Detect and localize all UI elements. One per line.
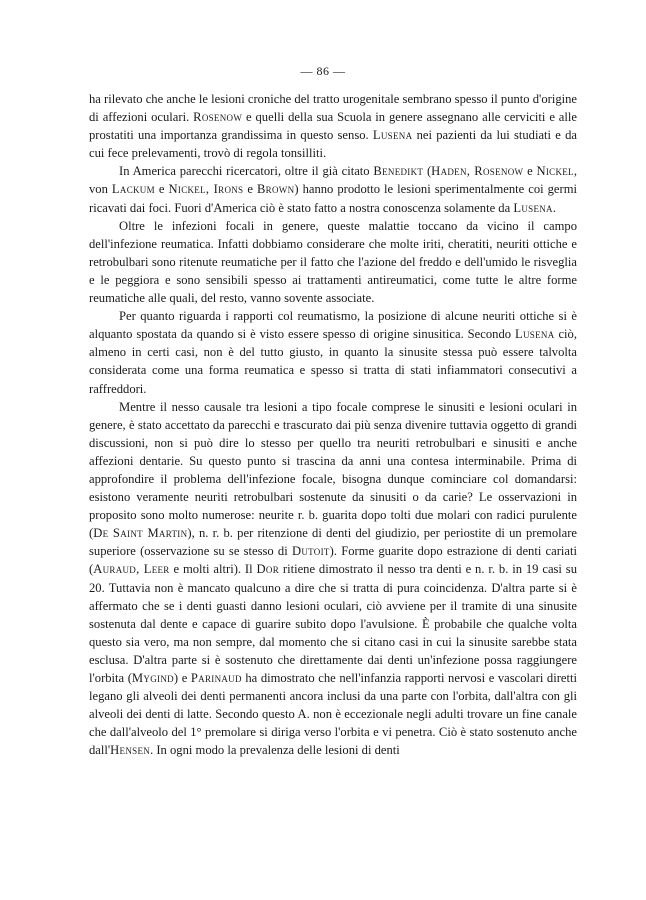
author-name: Rosenow: [193, 110, 243, 125]
author-name: Hensen: [110, 743, 151, 758]
author-name: Lusena: [515, 327, 555, 342]
text-run: ) e: [173, 671, 191, 685]
text-run: ), n. r. b. per ritenzione di denti del giudizio, per periostite di un premolare superiore (osservazione su se stesso di: [89, 526, 577, 559]
text-run: .: [552, 200, 557, 215]
text-run: , von: [89, 164, 578, 197]
text-run: Oltre le infezioni focali in genere, queste malattie toccano da vicino il campo dell'infezione reumatica. Infatti dobbiamo considerare che molte iriti, cheratiti, neuriti ottiche e retrobulbari sono ritenute reumatiche per il fatto che l'azione del freddo e dell'umido le risveglia e le peggiora e sono sensibili spesso ai trattamenti antireumatici, come tutte le altre forme reumatiche alle quali, del resto, vanno sovente associate.: [89, 218, 577, 306]
text-run: e: [243, 182, 257, 197]
text-run: ha rilevato che anche le lesioni croniche del tratto urogenitale sembrano spesso il punto d'origine di affezioni oculari.: [89, 92, 577, 125]
text-run: nei pazienti da lui studiati e da cui fece prelevamenti, trovò di regola tonsilliti.: [89, 128, 577, 161]
author-name: Brown: [256, 182, 295, 197]
paragraph-4: [89, 307, 577, 397]
author-name: Lusena: [513, 200, 553, 215]
text-run: . In ogni modo la prevalenza delle lesioni di denti: [150, 743, 400, 758]
paragraph-1: [89, 90, 577, 162]
text-run: ritiene dimostrato il nesso tra denti e n. r. b. in 19 casi su 20. Tuttavia non è mancato qualcuno a dire che si tratta di pura coincidenza. D'altra parte si è affermato che se i denti guasti danno lesioni oculari, ciò avviene per il tramite di una sinusite sostenuta dal dente e capace di guarire subito dopo l'avulsione. È probabile che qualche volta questo sia vero, ma non sempre, dal momento che si citano casi in cui la sinusite sarebbe stata esclusa. D'altra parte si è sostenuto che direttamente dai denti un'infezione possa raggiungere l'orbita (: [89, 562, 578, 685]
author-name: Nickel, Irons: [168, 182, 244, 197]
page-number: — 86 —: [300, 64, 346, 78]
author-name: Benedikt: [373, 164, 424, 179]
author-name: Lusena: [372, 128, 413, 143]
text-run: e: [523, 164, 537, 179]
paragraph-2: [89, 162, 577, 216]
text-run: ciò, almeno in certi casi, non è del tutto giusto, in quanto la sinusite stessa può essere talvolta considerata come una forma reumatica e spesso si tratta di stati infiammatori consecutivi a raffreddori.: [89, 327, 577, 396]
text-run: e molti altri). Il: [169, 562, 257, 577]
text-run: In America parecchi ricercatori, oltre il già citato: [119, 164, 374, 179]
author-name: De Saint Martin: [93, 526, 188, 541]
author-name: Parinaud: [190, 671, 242, 685]
paragraph-5: [89, 398, 577, 760]
author-name: Auraud, Leer: [93, 562, 170, 577]
body-text: [89, 90, 577, 759]
text-run: e: [154, 182, 169, 197]
text-run: Per quanto riguarda i rapporti col reumatismo, la posizione di alcune neuriti ottiche si è alquanto spostata da quando si è visto essere spesso di origine sinusitica. Secondo: [89, 309, 577, 342]
text-run: (: [423, 164, 432, 179]
author-name: Mygind: [131, 671, 174, 685]
text-run: Mentre il nesso causale tra lesioni a tipo focale comprese le sinusiti e lesioni oculari in genere, è stato accettato da parecchi e trascurato dai più senza divenire tuttavia oggetto di grandi discussioni, non si può dire lo stesso per quello tra neuriti retrobulbari e sinusiti e anche affezioni dentarie. Su questo punto si trascina da anni una contesa interminabile. Prima di approfondire il problema dell'infezione focale, bisogna dunque cominciare col domandarsi: esistono veramente neuriti retrobulbari sostenute da sinusiti o da carie? Le osservazioni in proposito sono molto numerose: neurite r. b. guarita dopo tolti due molari con radici purulente (: [89, 399, 577, 541]
paragraph-3: [89, 217, 577, 307]
author-name: Dutoit: [291, 544, 330, 559]
text-run: ) hanno prodotto le lesioni sperimentalmente coi germi ricavati dai foci. Fuori d'America ciò è stato fatto a nostra conoscenza solamente da: [89, 182, 578, 215]
author-name: Haden, Rosenow: [431, 164, 524, 179]
author-name: Nickel: [536, 164, 574, 179]
text-run: e quelli della sua Scuola in genere assegnano alle cerviciti e alle prostatiti una importanza grandissima in questo senso.: [89, 110, 577, 143]
text-run: ha dimostrato che nell'infanzia rapporti nervosi e vascolari diretti legano gli alveoli dei denti permanenti ancora inclusi da una parte con l'orbita, dall'altra con gli alveoli dei denti di latte. Secondo questo A. non è eccezionale negli adulti trovare un fine canale che dall'alveolo del 1° premolare si diriga verso l'orbita e vi penetra. Ciò è stato sostenuto anche dall': [89, 671, 577, 758]
author-name: Lackum: [111, 182, 155, 197]
author-name: Dor: [256, 562, 279, 577]
text-run: ). Forme guarite dopo estrazione di denti cariati (: [89, 544, 577, 577]
